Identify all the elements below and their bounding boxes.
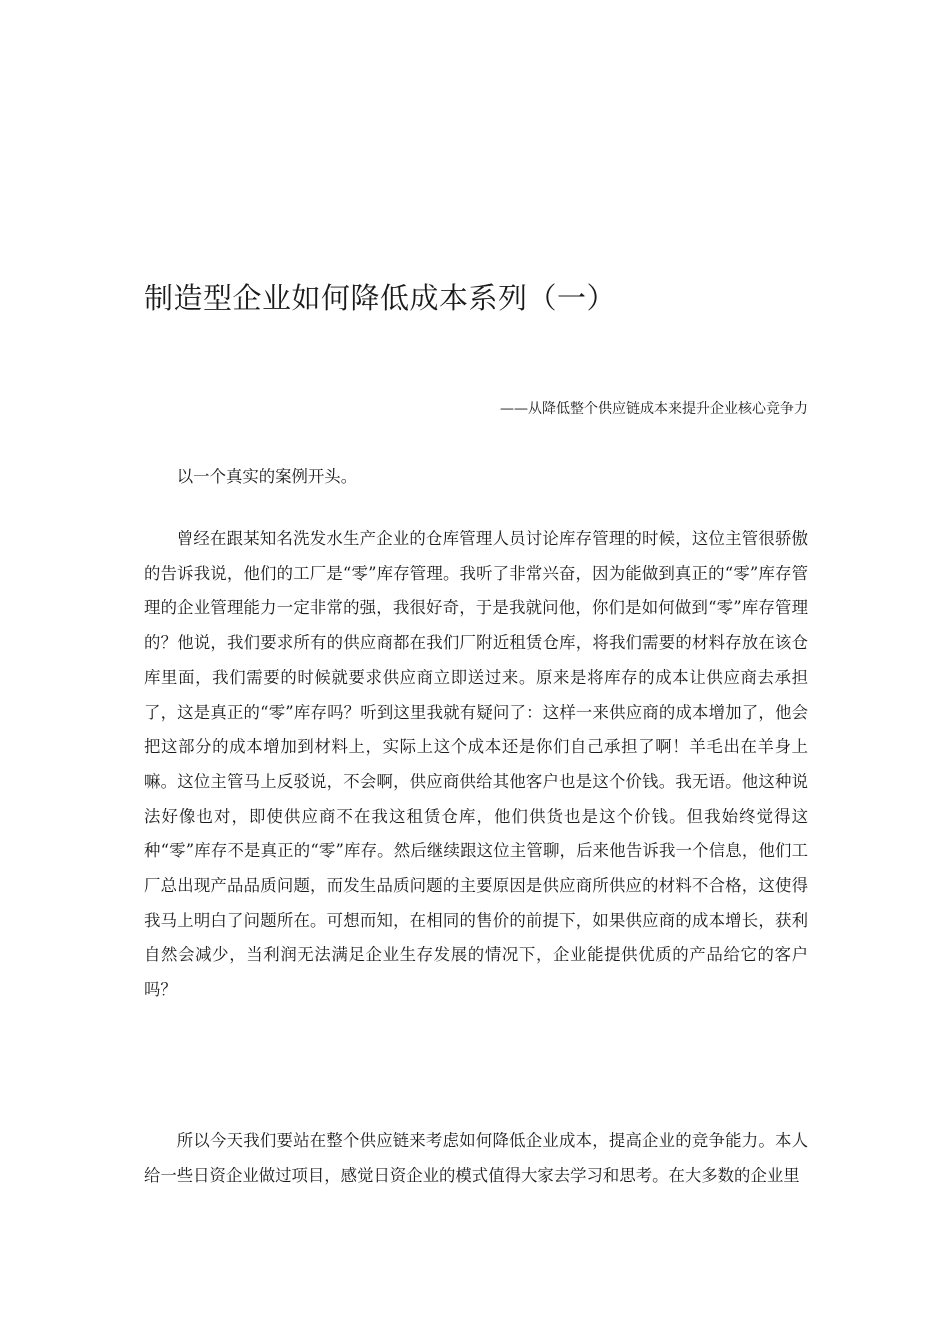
document-title: 制造型企业如何降低成本系列（一） (144, 281, 617, 315)
paragraph-case-story: 曾经在跟某知名洗发水生产企业的仓库管理人员讨论库存管理的时候，这位主管很骄傲的告诉我说，他们的工厂是“零”库存管理。我听了非常兴奋，因为能做到真正的“零”库存管理的企业管理能力一定非常的强，我很好奇，于是我就问他，你们是如何做到“零”库存管理的？他说，我们要求所有的供应商都在我们厂附近租赁仓库，将我们需要的材料存放在该仓库里面，我们需要的时候就要求供应商立即送过来。原来是将库存的成本让供应商去承担了，这是真正的“零”库存吗？听到这里我就有疑问了：这样一来供应商的成本增加了，他会把这部分的成本增加到材料上，实际上这个成本还是你们自己承担了啊！羊毛出在羊身上嘛。这位主管马上反驳说，不会啊，供应商供给其他客户也是这个价钱。我无语。他这种说法好像也对，即使供应商不在我这租赁仓库，他们供货也是这个价钱。但我始终觉得这种“零”库存不是真正的“零”库存。然后继续跟这位主管聊，后来他告诉我一个信息，他们工厂总出现产品品质问题，而发生品质问题的主要原因是供应商所供应的材料不合格，这使得我马上明白了问题所在。可想而知，在相同的售价的前提下，如果供应商的成本增长，获利自然会减少，当利润无法满足企业生存发展的情况下，企业能提供优质的产品给它的客户吗？ (144, 529, 808, 1000)
paragraph-intro: 以一个真实的案例开头。 (176, 467, 358, 486)
document-subtitle: ——从降低整个供应链成本来提升企业核心竞争力 (500, 401, 808, 417)
paragraph-supply-chain: 所以今天我们要站在整个供应链来考虑如何降低企业成本，提高企业的竞争能力。本人给一些日资企业做过项目，感觉日资企业的模式值得大家去学习和思考。在大多数的企业里 (144, 1131, 808, 1185)
